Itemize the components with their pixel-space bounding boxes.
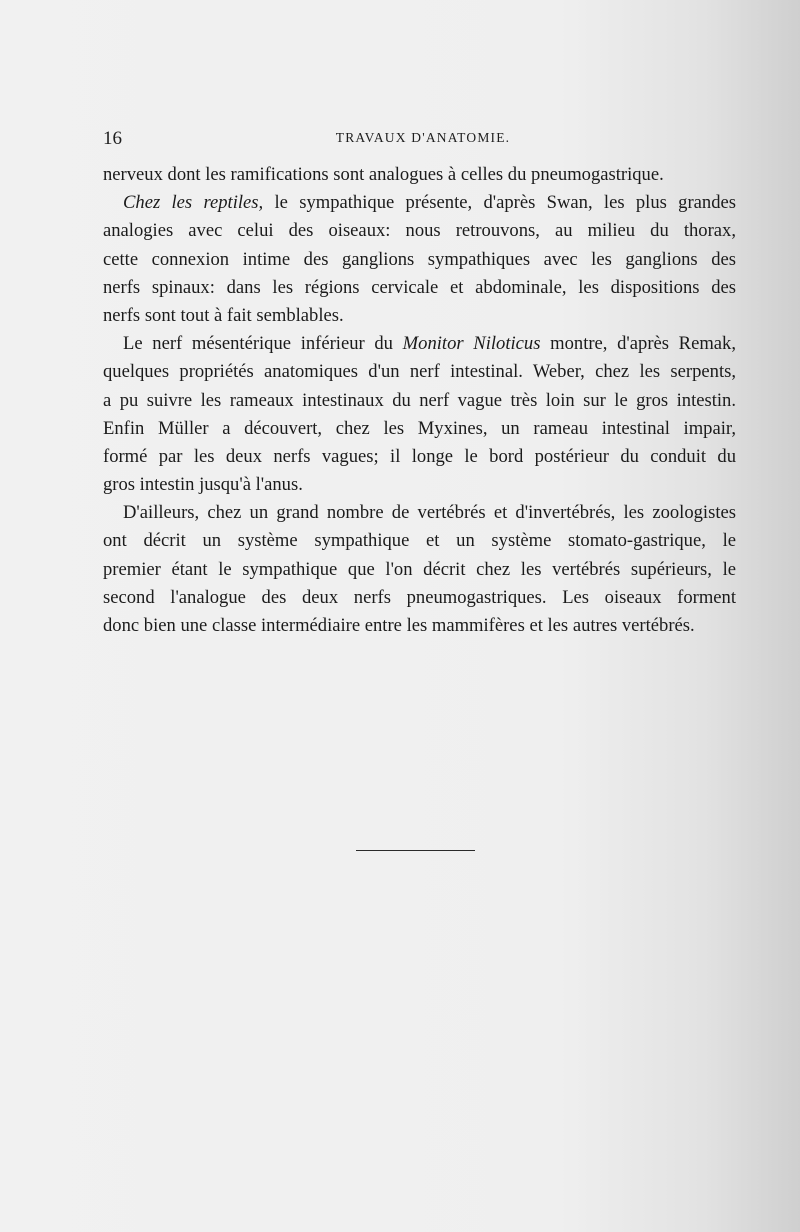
text-line <box>103 330 736 358</box>
text-line: formé par les deux nerfs vagues; il longe le bord postérieur du conduit du <box>103 445 736 467</box>
text-line: gros intestin jusqu'à l'anus. <box>103 474 303 496</box>
text-line: a pu suivre les rameaux intestinaux du nerf vague très loin sur le gros intestin. <box>103 389 736 411</box>
text-line: second l'analogue des deux nerfs pneumogastriques. Les oiseaux forment <box>103 586 736 608</box>
section-end-rule <box>356 850 475 851</box>
text-line: nerveux dont les ramifications sont analogues à celles du pneumogastrique. <box>103 164 664 185</box>
text-span: Le nerf mésentérique inférieur du <box>123 333 403 355</box>
body-text <box>103 161 736 640</box>
text-line: cette connexion intime des ganglions sympathiques avec les ganglions des <box>103 248 736 270</box>
text-line: ont décrit un système sympathique et un système stomato-gastrique, le <box>103 530 736 552</box>
italic-phrase: Chez les reptiles, <box>123 192 264 214</box>
text-line: nerfs sont tout à fait semblables. <box>103 304 344 326</box>
text-span: le sympathique présente, d'après Swan, les plus grandes <box>263 192 736 214</box>
text-line <box>103 189 736 217</box>
italic-phrase: Monitor Niloticus <box>402 333 541 355</box>
text-line: D'ailleurs, chez un grand nombre de vertébrés et d'invertébrés, les zoologistes <box>123 502 736 524</box>
page-number: 16 <box>103 128 122 149</box>
page-header <box>103 124 743 154</box>
text-line: nerfs spinaux: dans les régions cervicale et abdominale, les dispositions des <box>103 276 736 298</box>
text-line: premier étant le sympathique que l'on décrit chez les vertébrés supérieurs, le <box>103 558 736 580</box>
text-line: analogies avec celui des oiseaux: nous retrouvons, au milieu du thorax, <box>103 220 736 242</box>
text-line: donc bien une classe intermédiaire entre les mammifères et les autres vertébrés. <box>103 615 695 636</box>
text-span: montre, d'après Remak, <box>540 333 736 355</box>
text-line: Enfin Müller a découvert, chez les Myxines, un rameau intestinal impair, <box>103 417 736 439</box>
text-line: quelques propriétés anatomiques d'un nerf intestinal. Weber, chez les serpents, <box>103 361 736 383</box>
running-title: TRAVAUX D'ANATOMIE. <box>335 130 511 145</box>
